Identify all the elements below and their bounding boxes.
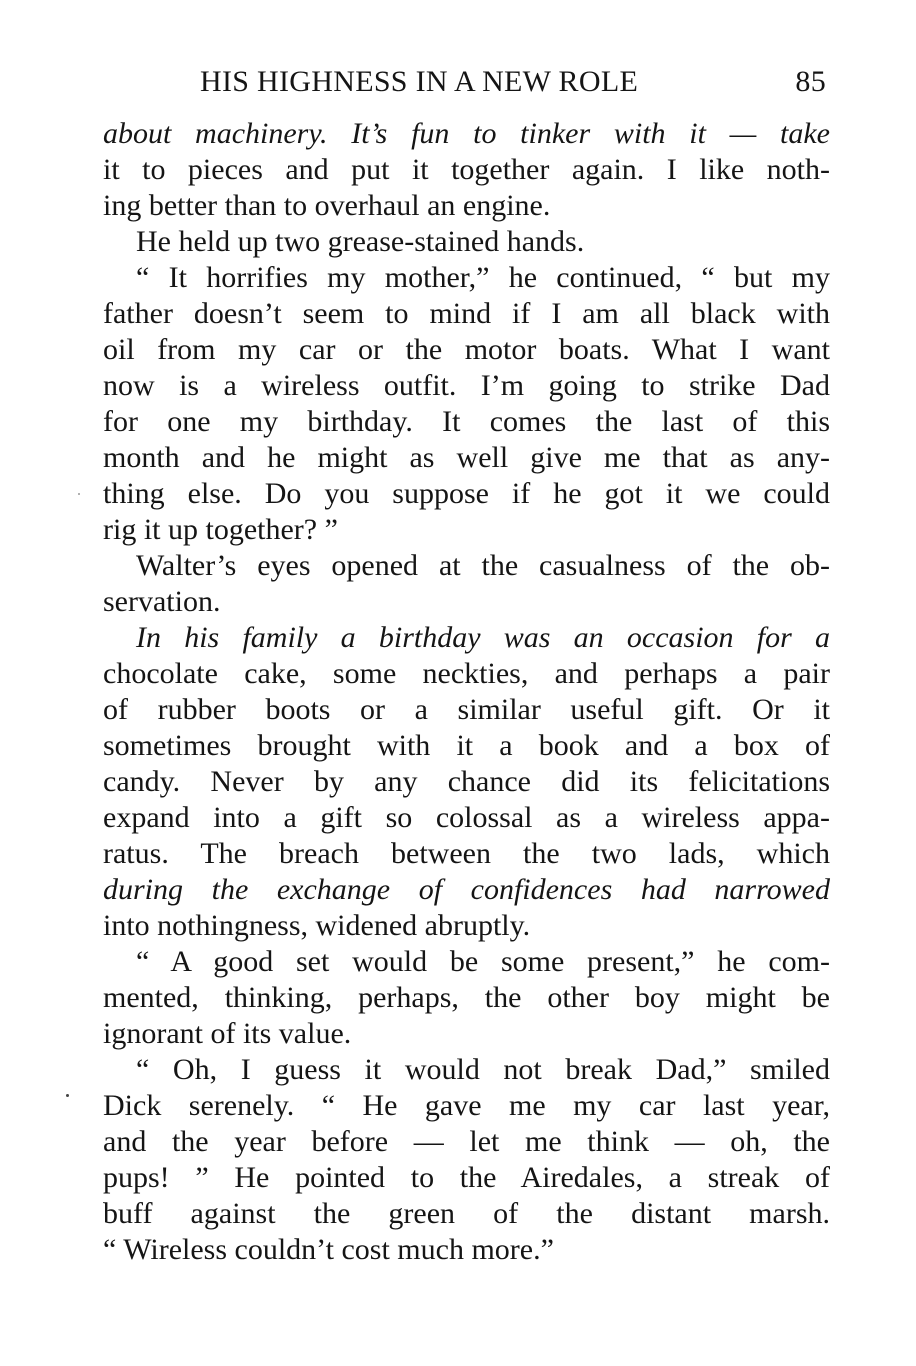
text-line: Dick serenely. “ He gave me my car last year, bbox=[103, 1089, 830, 1122]
text-line: pups! ” He pointed to the Airedales, a streak of bbox=[103, 1161, 830, 1194]
text-line: father doesn’t seem to mind if I am all black with bbox=[103, 297, 830, 330]
text-line: He held up two grease-stained hands. bbox=[136, 225, 585, 258]
text-line: “ Wireless couldn’t cost much more.” bbox=[103, 1233, 554, 1266]
text-line: ratus. The breach between the two lads, which bbox=[103, 837, 830, 870]
text-line: about machinery. It’s fun to tinker with it — take bbox=[103, 117, 830, 150]
text-line: for one my birthday. It comes the last of this bbox=[103, 405, 830, 438]
text-line: during the exchange of confidences had narrowed bbox=[103, 873, 830, 906]
text-line: ignorant of its value. bbox=[103, 1017, 352, 1050]
text-line: chocolate cake, some neckties, and perhaps a pair bbox=[103, 657, 830, 690]
text-line: “ A good set would be some present,” he com- bbox=[136, 945, 830, 978]
text-line: Walter’s eyes opened at the casualness of the ob- bbox=[136, 549, 830, 582]
text-line: oil from my car or the motor boats. What I want bbox=[103, 333, 830, 366]
text-line: In his family a birthday was an occasion for a bbox=[136, 621, 830, 654]
running-header bbox=[103, 62, 830, 102]
text-line: of rubber boots or a similar useful gift. Or it bbox=[103, 693, 830, 726]
text-line: it to pieces and put it together again. I like noth- bbox=[103, 153, 830, 186]
text-line: buff against the green of the distant marsh. bbox=[103, 1197, 830, 1230]
text-line: sometimes brought with it a book and a box of bbox=[103, 729, 830, 762]
text-line: servation. bbox=[103, 585, 221, 618]
page-number: 85 bbox=[795, 65, 826, 98]
print-speck bbox=[66, 1094, 69, 1097]
text-line: “ Oh, I guess it would not break Dad,” smiled bbox=[136, 1053, 830, 1086]
text-line: “ It horrifies my mother,” he continued, “ but my bbox=[136, 261, 830, 294]
text-line: thing else. Do you suppose if he got it we could bbox=[103, 477, 830, 510]
text-line: month and he might as well give me that as any- bbox=[103, 441, 830, 474]
text-line: mented, thinking, perhaps, the other boy might be bbox=[103, 981, 830, 1014]
text-line: candy. Never by any chance did its felicitations bbox=[103, 765, 830, 798]
text-line: ing better than to overhaul an engine. bbox=[103, 189, 551, 222]
text-line: rig it up together? ” bbox=[103, 513, 338, 546]
text-line: now is a wireless outfit. I’m going to strike Dad bbox=[103, 369, 830, 402]
print-speck bbox=[78, 493, 80, 495]
text-line: into nothingness, widened abruptly. bbox=[103, 909, 531, 942]
running-title: HIS HIGHNESS IN A NEW ROLE bbox=[200, 65, 639, 98]
text-line: and the year before — let me think — oh, the bbox=[103, 1125, 830, 1158]
text-line: expand into a gift so colossal as a wireless appa- bbox=[103, 801, 830, 834]
